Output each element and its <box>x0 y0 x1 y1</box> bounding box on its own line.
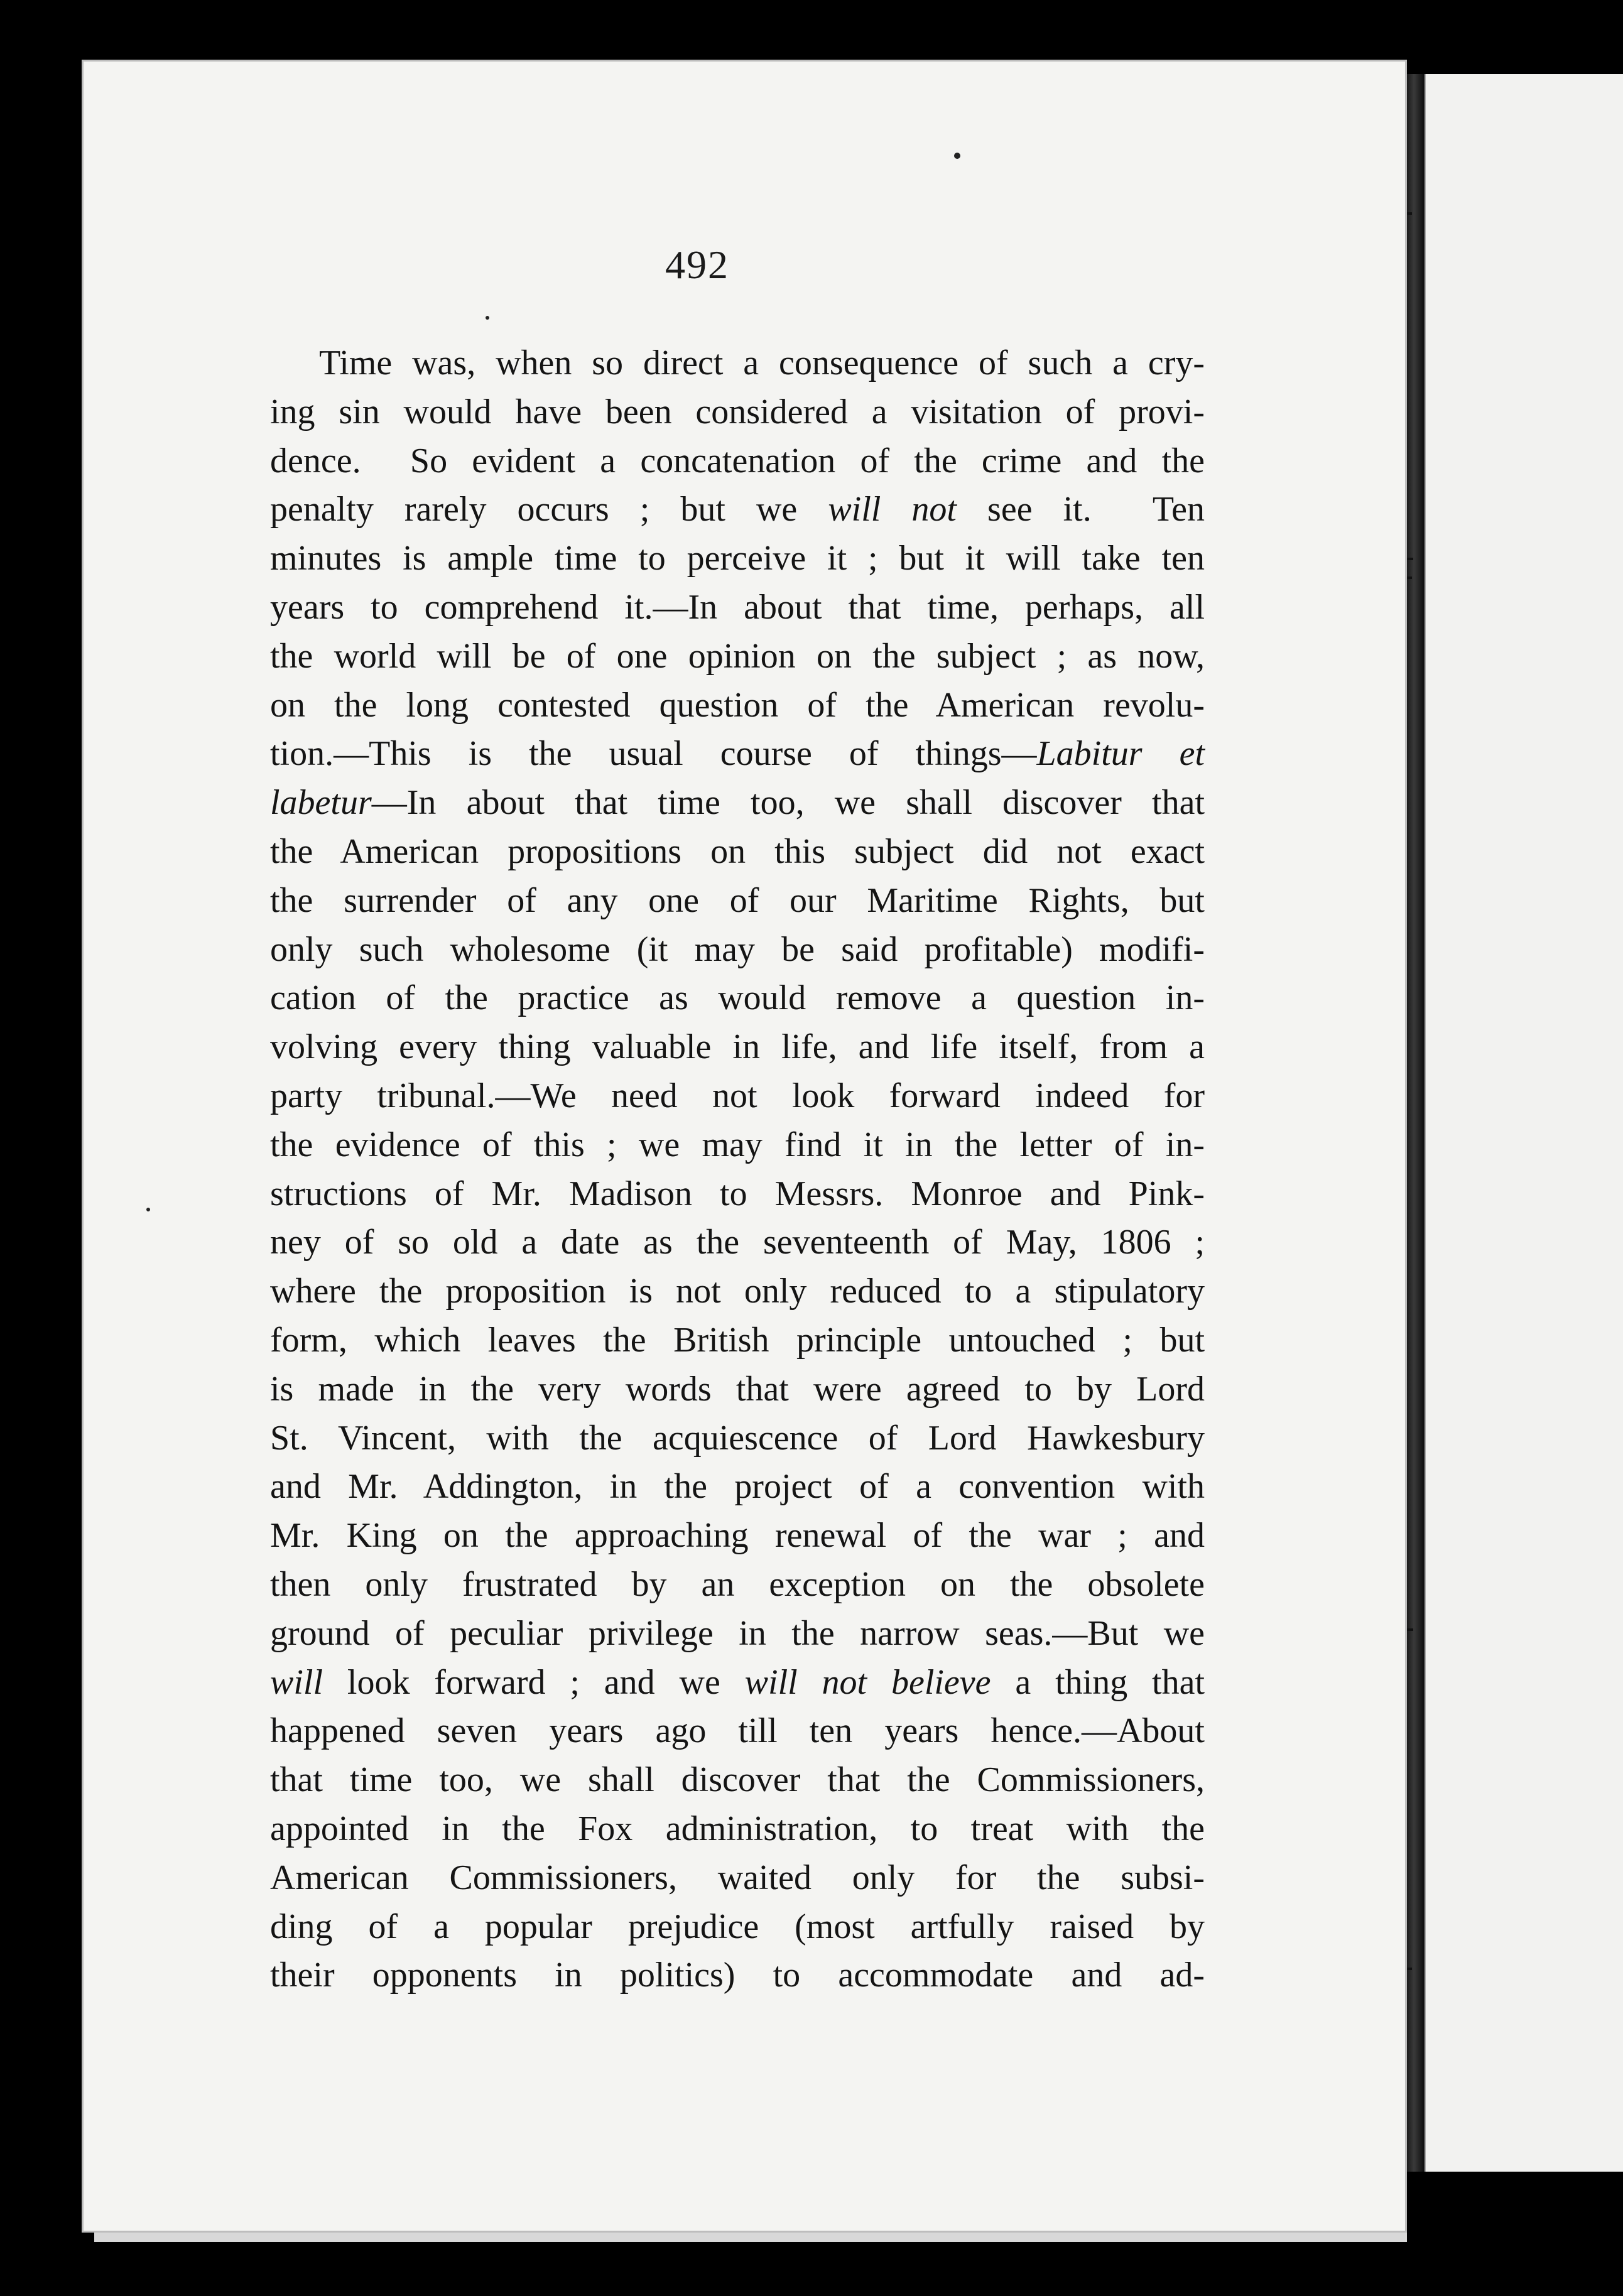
facing-page-edge <box>1425 74 1623 2172</box>
line-text: Mr. King on the approaching renewal of the war ; and <box>270 1516 1205 1556</box>
line-text: ney of so old a date as the seventeenth of May, 1806 ; <box>270 1223 1205 1262</box>
line-text: then only frustrated by an exception on the obsolete <box>270 1564 1205 1604</box>
text-line <box>270 534 1205 583</box>
text-line <box>270 1267 1205 1316</box>
text-line <box>270 1707 1205 1756</box>
line-text: that time too, we shall discover that the Commissioners, <box>270 1760 1205 1800</box>
line-text: St. Vincent, with the acquiescence of Lord Hawkesbury <box>270 1418 1205 1458</box>
italic-text: will <box>270 1662 323 1702</box>
line-text: happened seven years ago till ten years hence.—About <box>270 1711 1205 1751</box>
line-text: volving every thing valuable in life, and life itself, from a <box>270 1027 1205 1067</box>
text-line <box>270 1316 1205 1365</box>
text-line <box>270 1414 1205 1463</box>
page-body-text <box>270 339 1205 2000</box>
text-line <box>270 485 1205 534</box>
line-text: form, which leaves the British principle untouched ; but <box>270 1320 1205 1360</box>
text-line <box>270 730 1205 779</box>
line-text: see it. Ten <box>956 490 1205 529</box>
line-text: the world will be of one opinion on the subject ; as now, <box>270 636 1205 676</box>
text-line <box>270 1610 1205 1659</box>
text-line <box>270 1951 1205 2000</box>
text-line <box>270 681 1205 730</box>
text-line <box>270 1561 1205 1610</box>
line-text: structions of Mr. Madison to Messrs. Monroe and Pink- <box>270 1174 1205 1213</box>
text-line <box>270 1023 1205 1072</box>
italic-text: will not <box>828 490 957 529</box>
line-text: where the proposition is not only reduced to a stipulatory <box>270 1272 1205 1311</box>
text-line <box>270 1805 1205 1854</box>
line-text: the surrender of any one of our Maritime Rights, but <box>270 880 1205 920</box>
book-gutter <box>1407 74 1425 2172</box>
text-line <box>270 1854 1205 1903</box>
text-line <box>270 1463 1205 1512</box>
line-text: cation of the practice as would remove a question in- <box>270 978 1205 1018</box>
line-text: a thing that <box>991 1662 1205 1702</box>
line-text: tion.—This is the usual course of things— <box>270 734 1037 774</box>
line-text: their opponents in politics) to accommodate and ad- <box>270 1956 1205 1995</box>
line-text: the American propositions on this subject did not exact <box>270 831 1205 871</box>
text-line <box>270 388 1205 437</box>
text-line <box>270 877 1205 926</box>
line-text: the evidence of this ; we may find it in the letter of in- <box>270 1125 1205 1164</box>
ink-speck <box>486 316 489 320</box>
ink-speck <box>146 1208 150 1211</box>
line-text: party tribunal.—We need not look forward indeed for <box>270 1076 1205 1115</box>
line-text: only such wholesome (it may be said profitable) modifi- <box>270 929 1205 969</box>
text-line <box>270 1170 1205 1219</box>
text-line <box>270 1218 1205 1267</box>
line-text: ground of peculiar privilege in the narrow seas.—But we <box>270 1613 1205 1653</box>
text-line <box>270 1512 1205 1561</box>
line-text: years to comprehend it.—In about that time, perhaps, all <box>270 587 1205 627</box>
text-line <box>270 339 1205 388</box>
text-line <box>270 974 1205 1023</box>
line-text: on the long contested question of the American revolu- <box>270 685 1205 725</box>
text-line <box>270 437 1205 486</box>
line-text: penalty rarely occurs ; but we <box>270 490 828 529</box>
italic-text: labetur <box>270 783 372 823</box>
text-line <box>270 828 1205 877</box>
line-text: is made in the very words that were agreed to by Lord <box>270 1369 1205 1409</box>
text-line <box>270 1121 1205 1170</box>
italic-text: Labitur et <box>1036 734 1205 774</box>
page-number: 492 <box>665 242 729 287</box>
text-line <box>270 1659 1205 1708</box>
line-text: look forward ; and we <box>323 1662 745 1702</box>
text-line <box>270 1072 1205 1121</box>
text-line <box>270 1903 1205 1952</box>
italic-text: will not believe <box>744 1662 991 1702</box>
text-line <box>270 926 1205 975</box>
text-line <box>270 1365 1205 1414</box>
ink-speck <box>954 153 960 159</box>
line-text: ding of a popular prejudice (most artfully raised by <box>270 1907 1205 1946</box>
line-text: ing sin would have been considered a visitation of provi- <box>270 392 1205 431</box>
line-text: Time was, when so direct a consequence of such a cry- <box>319 344 1205 382</box>
line-text: minutes is ample time to perceive it ; but it will take ten <box>270 539 1205 578</box>
line-text: appointed in the Fox administration, to treat with the <box>270 1809 1205 1848</box>
text-line <box>270 779 1205 828</box>
line-text: and Mr. Addington, in the project of a convention with <box>270 1467 1205 1507</box>
line-text: American Commissioners, waited only for the subsi- <box>270 1858 1205 1897</box>
text-line <box>270 1756 1205 1805</box>
line-text: dence. So evident a concatenation of the crime and the <box>270 441 1205 480</box>
text-line <box>270 583 1205 632</box>
text-line <box>270 632 1205 681</box>
line-text: —In about that time too, we shall discover that <box>371 783 1205 823</box>
